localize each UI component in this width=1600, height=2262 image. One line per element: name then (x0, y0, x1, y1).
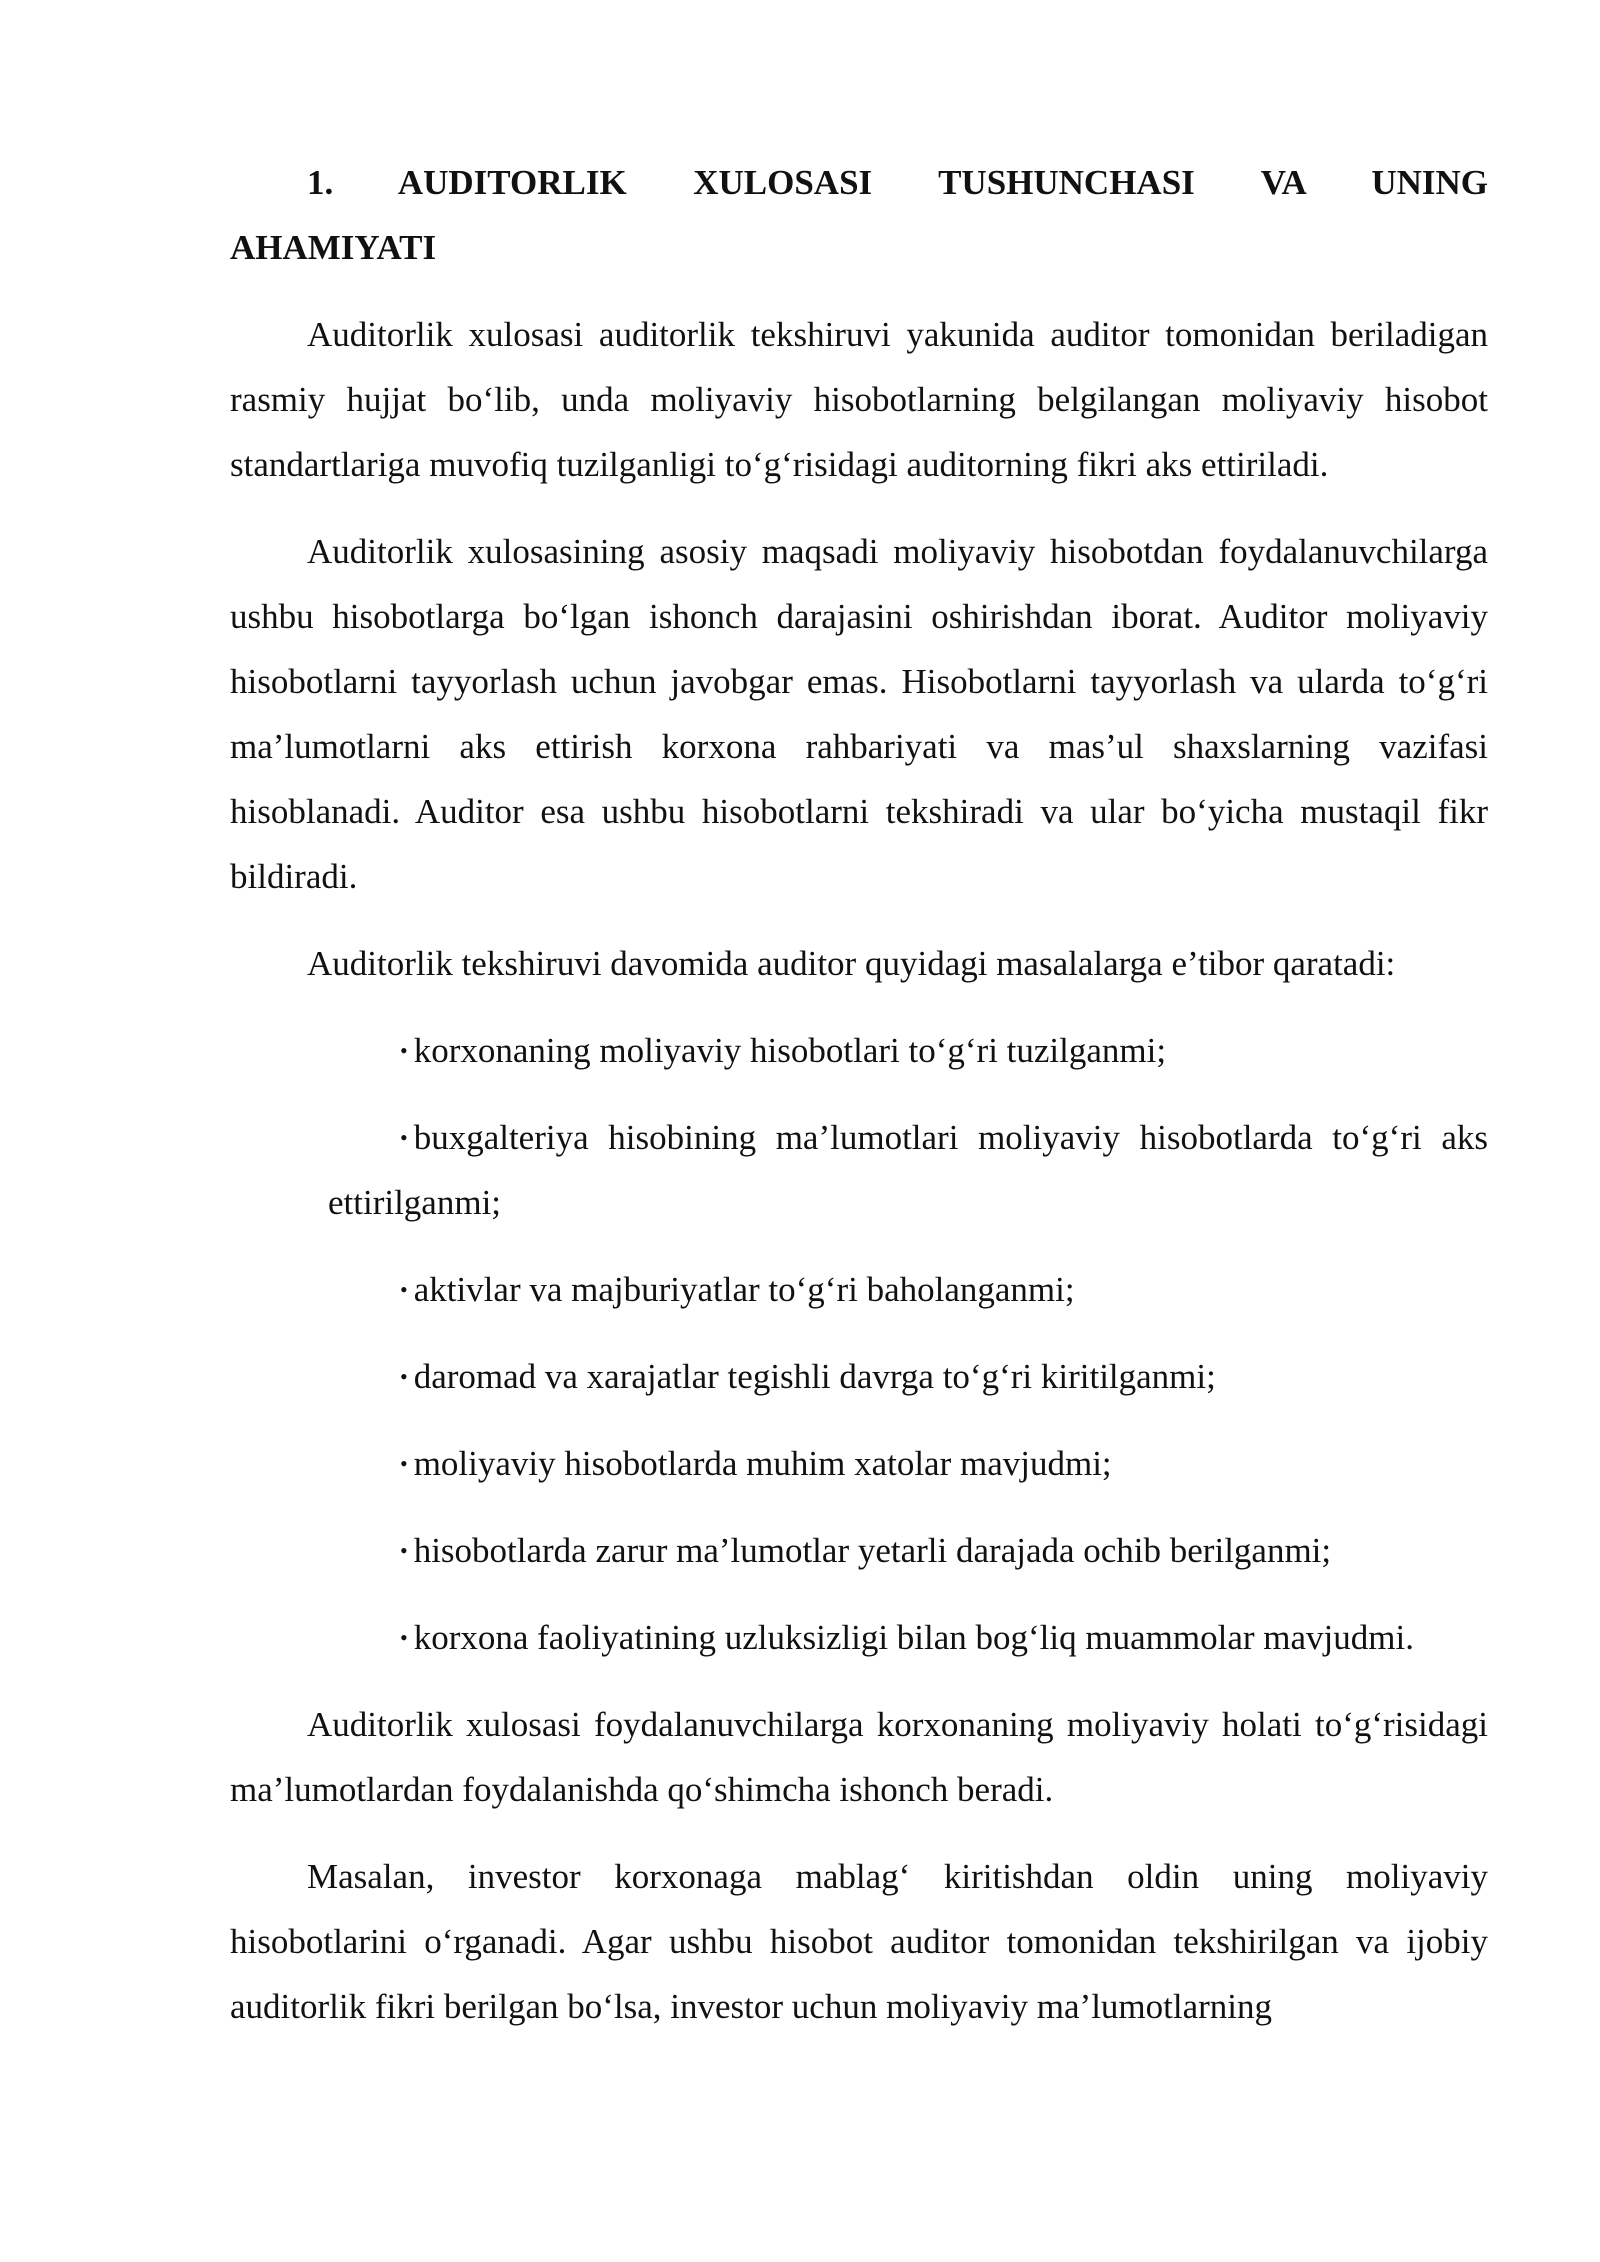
audit-issues-list (230, 1018, 1488, 1670)
paragraph-purpose: Auditorlik xulosasining asosiy maqsadi moliyaviy hisobotdan foydalanuvchilarga ushbu hisobotlarga bo‘lgan ishonch darajasini oshirishdan iborat. Auditor moliyaviy hisobotlarni tayyorlash uchun javobgar emas. Hisobotlarni tayyorlash va ularda to‘g‘ri ma’lumotlarni aks ettirish korxona rahbariyati va mas’ul shaxslarning vazifasi hisoblanadi. Auditor esa ushbu hisobotlarni tekshiradi va ular bo‘yicha mustaqil fikr bildiradi. (230, 532, 1488, 896)
list-item (328, 1518, 1488, 1583)
bullet-icon: • (400, 1364, 408, 1389)
list-item (328, 1257, 1488, 1322)
list-item-text: hisobotlarda zarur ma’lumotlar yetarli darajada ochib berilganmi; (413, 1531, 1332, 1570)
list-item (328, 1018, 1488, 1083)
paragraph-definition: Auditorlik xulosasi auditorlik tekshiruvi yakunida auditor tomonidan beriladigan rasmiy hujjat bo‘lib, unda moliyaviy hisobotlarning belgilangan moliyaviy hisobot standartlariga muvofiq tuzilganligi to‘g‘risidagi auditorning fikri aks ettiriladi. (230, 315, 1488, 484)
list-item-text: korxonaning moliyaviy hisobotlari to‘g‘ri tuzilganmi; (413, 1031, 1167, 1070)
list-item-text: korxona faoliyatining uzluksizligi bilan bog‘liq muammolar mavjudmi. (413, 1618, 1414, 1657)
section-heading: 1. AUDITORLIK XULOSASI TUSHUNCHASI VA UNING AHAMIYATI (230, 163, 1488, 267)
list-item (328, 1344, 1488, 1409)
list-item-text: daromad va xarajatlar tegishli davrga to‘g‘ri kiritilganmi; (413, 1357, 1216, 1396)
list-item (328, 1605, 1496, 1670)
bullet-icon: • (400, 1125, 408, 1150)
list-item-text: moliyaviy hisobotlarda muhim xatolar mavjudmi; (413, 1444, 1112, 1483)
list-item (328, 1431, 1488, 1496)
bullet-icon: • (400, 1038, 408, 1063)
paragraph-list-intro: Auditorlik tekshiruvi davomida auditor quyidagi masalalarga e’tibor qaratadi: (307, 944, 1396, 983)
paragraph-example: Masalan, investor korxonaga mablag‘ kiritishdan oldin uning moliyaviy hisobotlarini o‘rganadi. Agar ushbu hisobot auditor tomonidan tekshirilgan va ijobiy auditorlik fikri berilgan bo‘lsa, investor uchun moliyaviy ma’lumotlarning (230, 1857, 1488, 2026)
bullet-icon: • (400, 1625, 408, 1650)
bullet-icon: • (400, 1451, 408, 1476)
paragraph-confidence: Auditorlik xulosasi foydalanuvchilarga korxonaning moliyaviy holati to‘g‘risidagi ma’lumotlardan foydalanishda qo‘shimcha ishonch beradi. (230, 1705, 1488, 1809)
document-page (230, 150, 1488, 2061)
bullet-icon: • (400, 1277, 408, 1302)
list-item-text: buxgalteriya hisobining ma’lumotlari moliyaviy hisobotlarda to‘g‘ri aks ettirilganmi; (328, 1118, 1488, 1222)
list-item (328, 1105, 1488, 1235)
bullet-icon: • (400, 1538, 408, 1563)
list-item-text: aktivlar va majburiyatlar to‘g‘ri baholanganmi; (413, 1270, 1075, 1309)
